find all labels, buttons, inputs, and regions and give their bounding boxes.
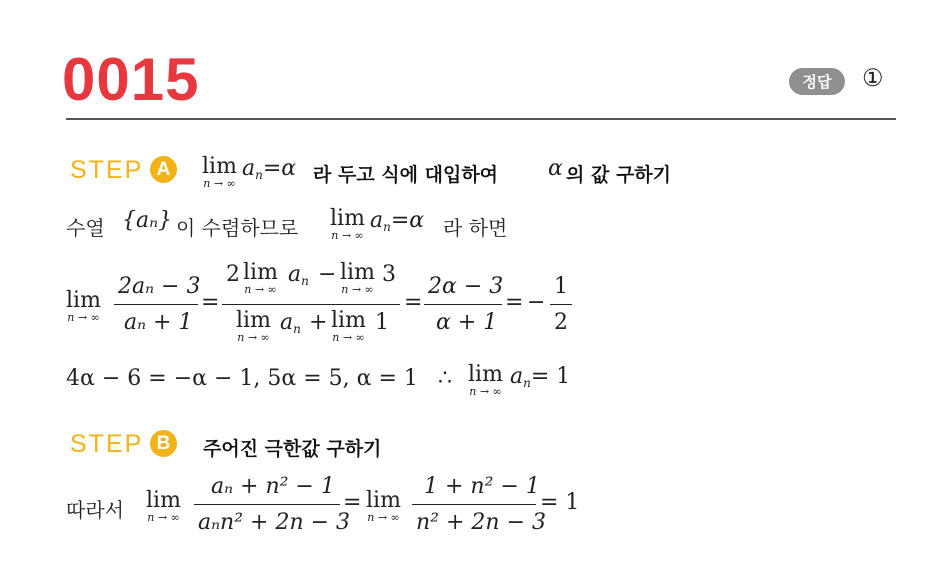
eq1-half-den: 2 [554, 310, 568, 335]
step-a-title-end: 의 값 구하기 [566, 164, 671, 186]
final-num-1: aₙ + n² − 1 [211, 474, 335, 499]
final-equals: = [343, 490, 362, 515]
eq1-mid-den-lim1: lim n → ∞ [236, 308, 271, 344]
step-a-tag: STEP [70, 156, 144, 184]
eq1-mid-den-1: 1 [375, 310, 389, 335]
eq1-mid-num-2: 2 [226, 262, 240, 287]
eq1-mid-num-3: 3 [382, 262, 396, 287]
eq1-num: 2aₙ − 3 [118, 274, 201, 299]
answer-value: ① [862, 64, 884, 92]
step-a-title: 라 두고 식에 대입하여 [313, 164, 499, 186]
final-lim-1: lim n → ∞ [146, 488, 181, 524]
eq1-den: aₙ + 1 [124, 310, 193, 335]
final-fraction-bar-2 [412, 504, 536, 505]
eq1-mid-den-lim2: lim n → ∞ [331, 308, 366, 344]
eq1-mid-den-an: an [280, 310, 301, 336]
final-lim-2: lim n → ∞ [366, 488, 401, 524]
therefore-symbol: ∴ [438, 366, 452, 391]
result-expr: an= 1 [510, 364, 571, 390]
eq1-mid-den-plus: + [309, 310, 328, 335]
intro-lim: lim n → ∞ [330, 206, 365, 242]
eq1-alpha-num: 2α − 3 [428, 274, 504, 299]
solve-line: 4α − 6 = −α − 1, 5α = 5, α = 1 [66, 366, 418, 391]
final-fraction-bar-1 [194, 504, 340, 505]
final-den-2: n² + 2n − 3 [416, 510, 546, 535]
eq1-alpha-fraction-bar [424, 304, 502, 305]
step-b-tag: STEP [70, 430, 144, 458]
problem-number: 0015 [62, 46, 200, 113]
final-den-1: aₙn² + 2n − 3 [198, 510, 351, 535]
eq1-equals-3: = [505, 290, 524, 315]
eq1-equals-2: = [404, 290, 423, 315]
eq1-half-fraction-bar [550, 304, 572, 305]
intro-expr: an=α [370, 208, 425, 234]
final-num-2: 1 + n² − 1 [424, 474, 540, 499]
eq1-half-num: 1 [554, 274, 568, 299]
step-a-title-expr: an=α [242, 156, 297, 182]
step-a-title-lim: lim n → ∞ [202, 154, 237, 190]
eq1-fraction-bar [114, 304, 198, 305]
intro-mid: 이 수렴하므로 [176, 216, 299, 240]
result-lim: lim n → ∞ [468, 362, 503, 398]
eq1-neg: − [527, 290, 546, 315]
eq1-mid-num-lim2: lim n → ∞ [340, 260, 375, 296]
intro-sequence: {aₙ} [122, 208, 173, 233]
eq1-lim: lim n → ∞ [66, 288, 101, 324]
answer-badge: 정답 [789, 68, 845, 95]
step-a-circle: A [150, 156, 177, 183]
step-a-title-alpha: α [548, 156, 563, 181]
eq1-mid-num-lim1: lim n → ∞ [243, 260, 278, 296]
intro-suffix: 라 하면 [443, 216, 508, 240]
eq1-mid-num-minus: − [318, 262, 337, 287]
eq1-equals-1: = [201, 290, 220, 315]
eq1-mid-num-an: an [288, 262, 309, 288]
header-divider [66, 118, 896, 120]
eq1-mid-fraction-bar [222, 304, 400, 305]
step-b-circle: B [150, 430, 177, 457]
eq1-alpha-den: α + 1 [436, 310, 498, 335]
step-b-title: 주어진 극한값 구하기 [203, 438, 382, 460]
intro-prefix: 수열 [66, 216, 105, 240]
final-result: = 1 [540, 490, 580, 515]
step-b-lead: 따라서 [66, 498, 124, 522]
